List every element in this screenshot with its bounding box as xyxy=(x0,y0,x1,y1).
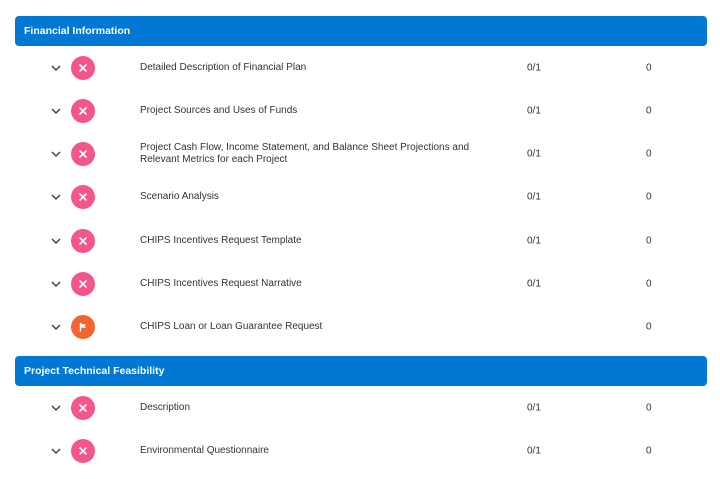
chevron-down-icon[interactable] xyxy=(50,235,62,247)
item-label[interactable]: Project Sources and Uses of Funds xyxy=(140,104,298,116)
section-title: Project Technical Feasibility xyxy=(24,365,165,377)
x-icon xyxy=(71,229,95,253)
chevron-down-icon[interactable] xyxy=(50,278,62,290)
item-count: 0 xyxy=(646,445,652,456)
item-ratio: 0/1 xyxy=(527,235,541,246)
chevron-down-icon[interactable] xyxy=(50,445,62,457)
item-label[interactable]: Project Cash Flow, Income Statement, and Balance Sheet Projections and Relevant Metrics for each Project xyxy=(140,141,470,165)
x-icon xyxy=(71,439,95,463)
x-icon xyxy=(71,56,95,80)
item-count: 0 xyxy=(646,62,652,73)
item-count: 0 xyxy=(646,278,652,289)
chevron-down-icon[interactable] xyxy=(50,321,62,333)
list-item xyxy=(15,386,707,429)
section-header-project-technical-feasibility[interactable] xyxy=(15,356,707,386)
list-item xyxy=(15,89,707,132)
list-item xyxy=(15,175,707,218)
item-ratio: 0/1 xyxy=(527,278,541,289)
x-icon xyxy=(71,142,95,166)
item-ratio: 0/1 xyxy=(527,402,541,413)
item-count: 0 xyxy=(646,402,652,413)
chevron-down-icon[interactable] xyxy=(50,191,62,203)
item-label[interactable]: Description xyxy=(140,401,191,413)
item-ratio: 0/1 xyxy=(527,148,541,159)
item-label[interactable]: CHIPS Loan or Loan Guarantee Request xyxy=(140,320,323,332)
list-item xyxy=(15,429,707,472)
chevron-down-icon[interactable] xyxy=(50,148,62,160)
list-item xyxy=(15,219,707,262)
x-icon xyxy=(71,272,95,296)
x-icon xyxy=(71,396,95,420)
x-icon xyxy=(71,99,95,123)
item-ratio: 0/1 xyxy=(527,445,541,456)
list-item xyxy=(15,132,707,175)
item-label[interactable]: CHIPS Incentives Request Narrative xyxy=(140,277,302,289)
section-title: Financial Information xyxy=(24,25,131,37)
item-label[interactable]: CHIPS Incentives Request Template xyxy=(140,234,302,246)
list-item xyxy=(15,305,707,348)
chevron-down-icon[interactable] xyxy=(50,105,62,117)
item-count: 0 xyxy=(646,105,652,116)
chevron-down-icon[interactable] xyxy=(50,402,62,414)
list-item xyxy=(15,46,707,89)
section-header-financial-information[interactable] xyxy=(15,16,707,46)
x-icon xyxy=(71,185,95,209)
flag-icon xyxy=(71,315,95,339)
item-count: 0 xyxy=(646,148,652,159)
item-ratio: 0/1 xyxy=(527,105,541,116)
item-ratio: 0/1 xyxy=(527,191,541,202)
chevron-down-icon[interactable] xyxy=(50,62,62,74)
item-count: 0 xyxy=(646,191,652,202)
item-label[interactable]: Detailed Description of Financial Plan xyxy=(140,61,307,73)
list-item xyxy=(15,262,707,305)
item-count: 0 xyxy=(646,235,652,246)
item-ratio: 0/1 xyxy=(527,62,541,73)
item-count: 0 xyxy=(646,321,652,332)
item-label[interactable]: Environmental Questionnaire xyxy=(140,444,269,456)
item-label[interactable]: Scenario Analysis xyxy=(140,190,219,202)
